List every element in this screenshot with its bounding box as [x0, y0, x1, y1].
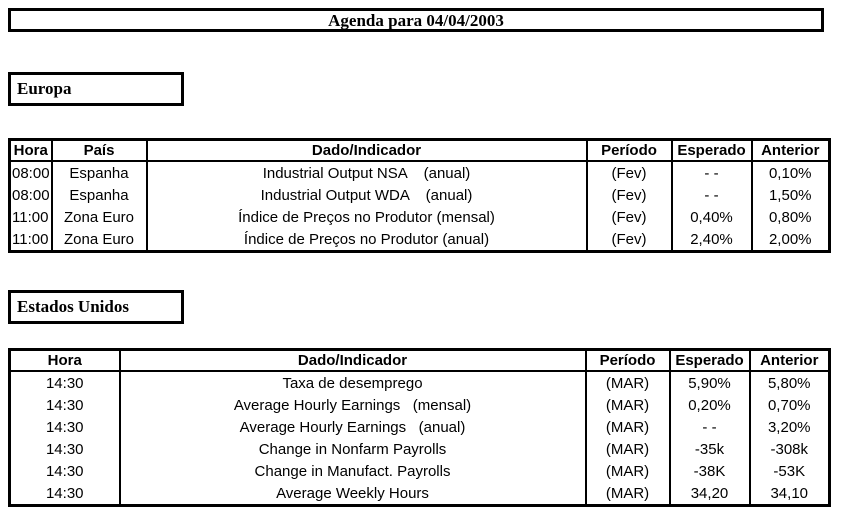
cell-esperado: 0,20%	[670, 394, 750, 416]
cell-indicador: Índice de Preços no Produtor (anual)	[147, 228, 587, 252]
eua-header-row	[10, 350, 830, 372]
cell-hora: 14:30	[10, 394, 120, 416]
cell-periodo: (Fev)	[587, 228, 672, 252]
cell-periodo: (MAR)	[586, 371, 670, 394]
cell-anterior: 1,50%	[752, 184, 830, 206]
cell-indicador: Change in Nonfarm Payrolls	[120, 438, 586, 460]
cell-pais: Zona Euro	[52, 206, 147, 228]
agenda-title: Agenda para 04/04/2003	[8, 8, 824, 32]
cell-hora: 14:30	[10, 460, 120, 482]
europa-header-row	[10, 140, 830, 162]
cell-indicador: Industrial Output NSA (anual)	[147, 161, 587, 184]
cell-hora: 14:30	[10, 416, 120, 438]
cell-periodo: (MAR)	[586, 438, 670, 460]
cell-hora: 08:00	[10, 184, 52, 206]
cell-hora: 14:30	[10, 482, 120, 506]
table-row	[10, 482, 830, 506]
cell-anterior: 3,20%	[750, 416, 830, 438]
cell-anterior: 0,10%	[752, 161, 830, 184]
table-row	[10, 438, 830, 460]
cell-periodo: (MAR)	[586, 460, 670, 482]
cell-indicador: Change in Manufact. Payrolls	[120, 460, 586, 482]
col-header-pais: País	[52, 140, 147, 162]
cell-anterior: 34,10	[750, 482, 830, 506]
col-header-anterior: Anterior	[750, 350, 830, 372]
cell-esperado: -35k	[670, 438, 750, 460]
estados-unidos-table	[8, 348, 831, 507]
cell-anterior: -308k	[750, 438, 830, 460]
cell-esperado: - -	[672, 161, 752, 184]
cell-periodo: (MAR)	[586, 394, 670, 416]
cell-indicador: Índice de Preços no Produtor (mensal)	[147, 206, 587, 228]
col-header-anterior: Anterior	[752, 140, 830, 162]
cell-hora: 11:00	[10, 206, 52, 228]
table-row	[10, 416, 830, 438]
col-header-hora: Hora	[10, 140, 52, 162]
cell-periodo: (MAR)	[586, 482, 670, 506]
cell-hora: 11:00	[10, 228, 52, 252]
cell-esperado: 0,40%	[672, 206, 752, 228]
table-row	[10, 228, 830, 252]
cell-anterior: -53K	[750, 460, 830, 482]
cell-hora: 08:00	[10, 161, 52, 184]
cell-esperado: 2,40%	[672, 228, 752, 252]
table-row	[10, 394, 830, 416]
col-header-esperado: Esperado	[670, 350, 750, 372]
cell-indicador: Industrial Output WDA (anual)	[147, 184, 587, 206]
col-header-hora: Hora	[10, 350, 120, 372]
cell-periodo: (Fev)	[587, 184, 672, 206]
cell-indicador: Taxa de desemprego	[120, 371, 586, 394]
section-europa-label: Europa	[8, 72, 184, 106]
cell-periodo: (Fev)	[587, 161, 672, 184]
cell-pais: Espanha	[52, 184, 147, 206]
cell-indicador: Average Hourly Earnings (anual)	[120, 416, 586, 438]
table-row	[10, 371, 830, 394]
table-row	[10, 206, 830, 228]
cell-periodo: (MAR)	[586, 416, 670, 438]
cell-indicador: Average Hourly Earnings (mensal)	[120, 394, 586, 416]
cell-hora: 14:30	[10, 371, 120, 394]
col-header-periodo: Período	[586, 350, 670, 372]
col-header-indicador: Dado/Indicador	[147, 140, 587, 162]
cell-anterior: 0,80%	[752, 206, 830, 228]
cell-indicador: Average Weekly Hours	[120, 482, 586, 506]
cell-esperado: -38K	[670, 460, 750, 482]
table-row	[10, 460, 830, 482]
cell-periodo: (Fev)	[587, 206, 672, 228]
cell-esperado: 5,90%	[670, 371, 750, 394]
col-header-indicador: Dado/Indicador	[120, 350, 586, 372]
cell-pais: Zona Euro	[52, 228, 147, 252]
col-header-esperado: Esperado	[672, 140, 752, 162]
table-row	[10, 184, 830, 206]
section-estados-unidos-label: Estados Unidos	[8, 290, 184, 324]
cell-pais: Espanha	[52, 161, 147, 184]
cell-esperado: - -	[672, 184, 752, 206]
cell-anterior: 5,80%	[750, 371, 830, 394]
cell-anterior: 0,70%	[750, 394, 830, 416]
cell-esperado: - -	[670, 416, 750, 438]
table-row	[10, 161, 830, 184]
col-header-periodo: Período	[587, 140, 672, 162]
cell-hora: 14:30	[10, 438, 120, 460]
cell-esperado: 34,20	[670, 482, 750, 506]
cell-anterior: 2,00%	[752, 228, 830, 252]
europa-table	[8, 138, 831, 253]
